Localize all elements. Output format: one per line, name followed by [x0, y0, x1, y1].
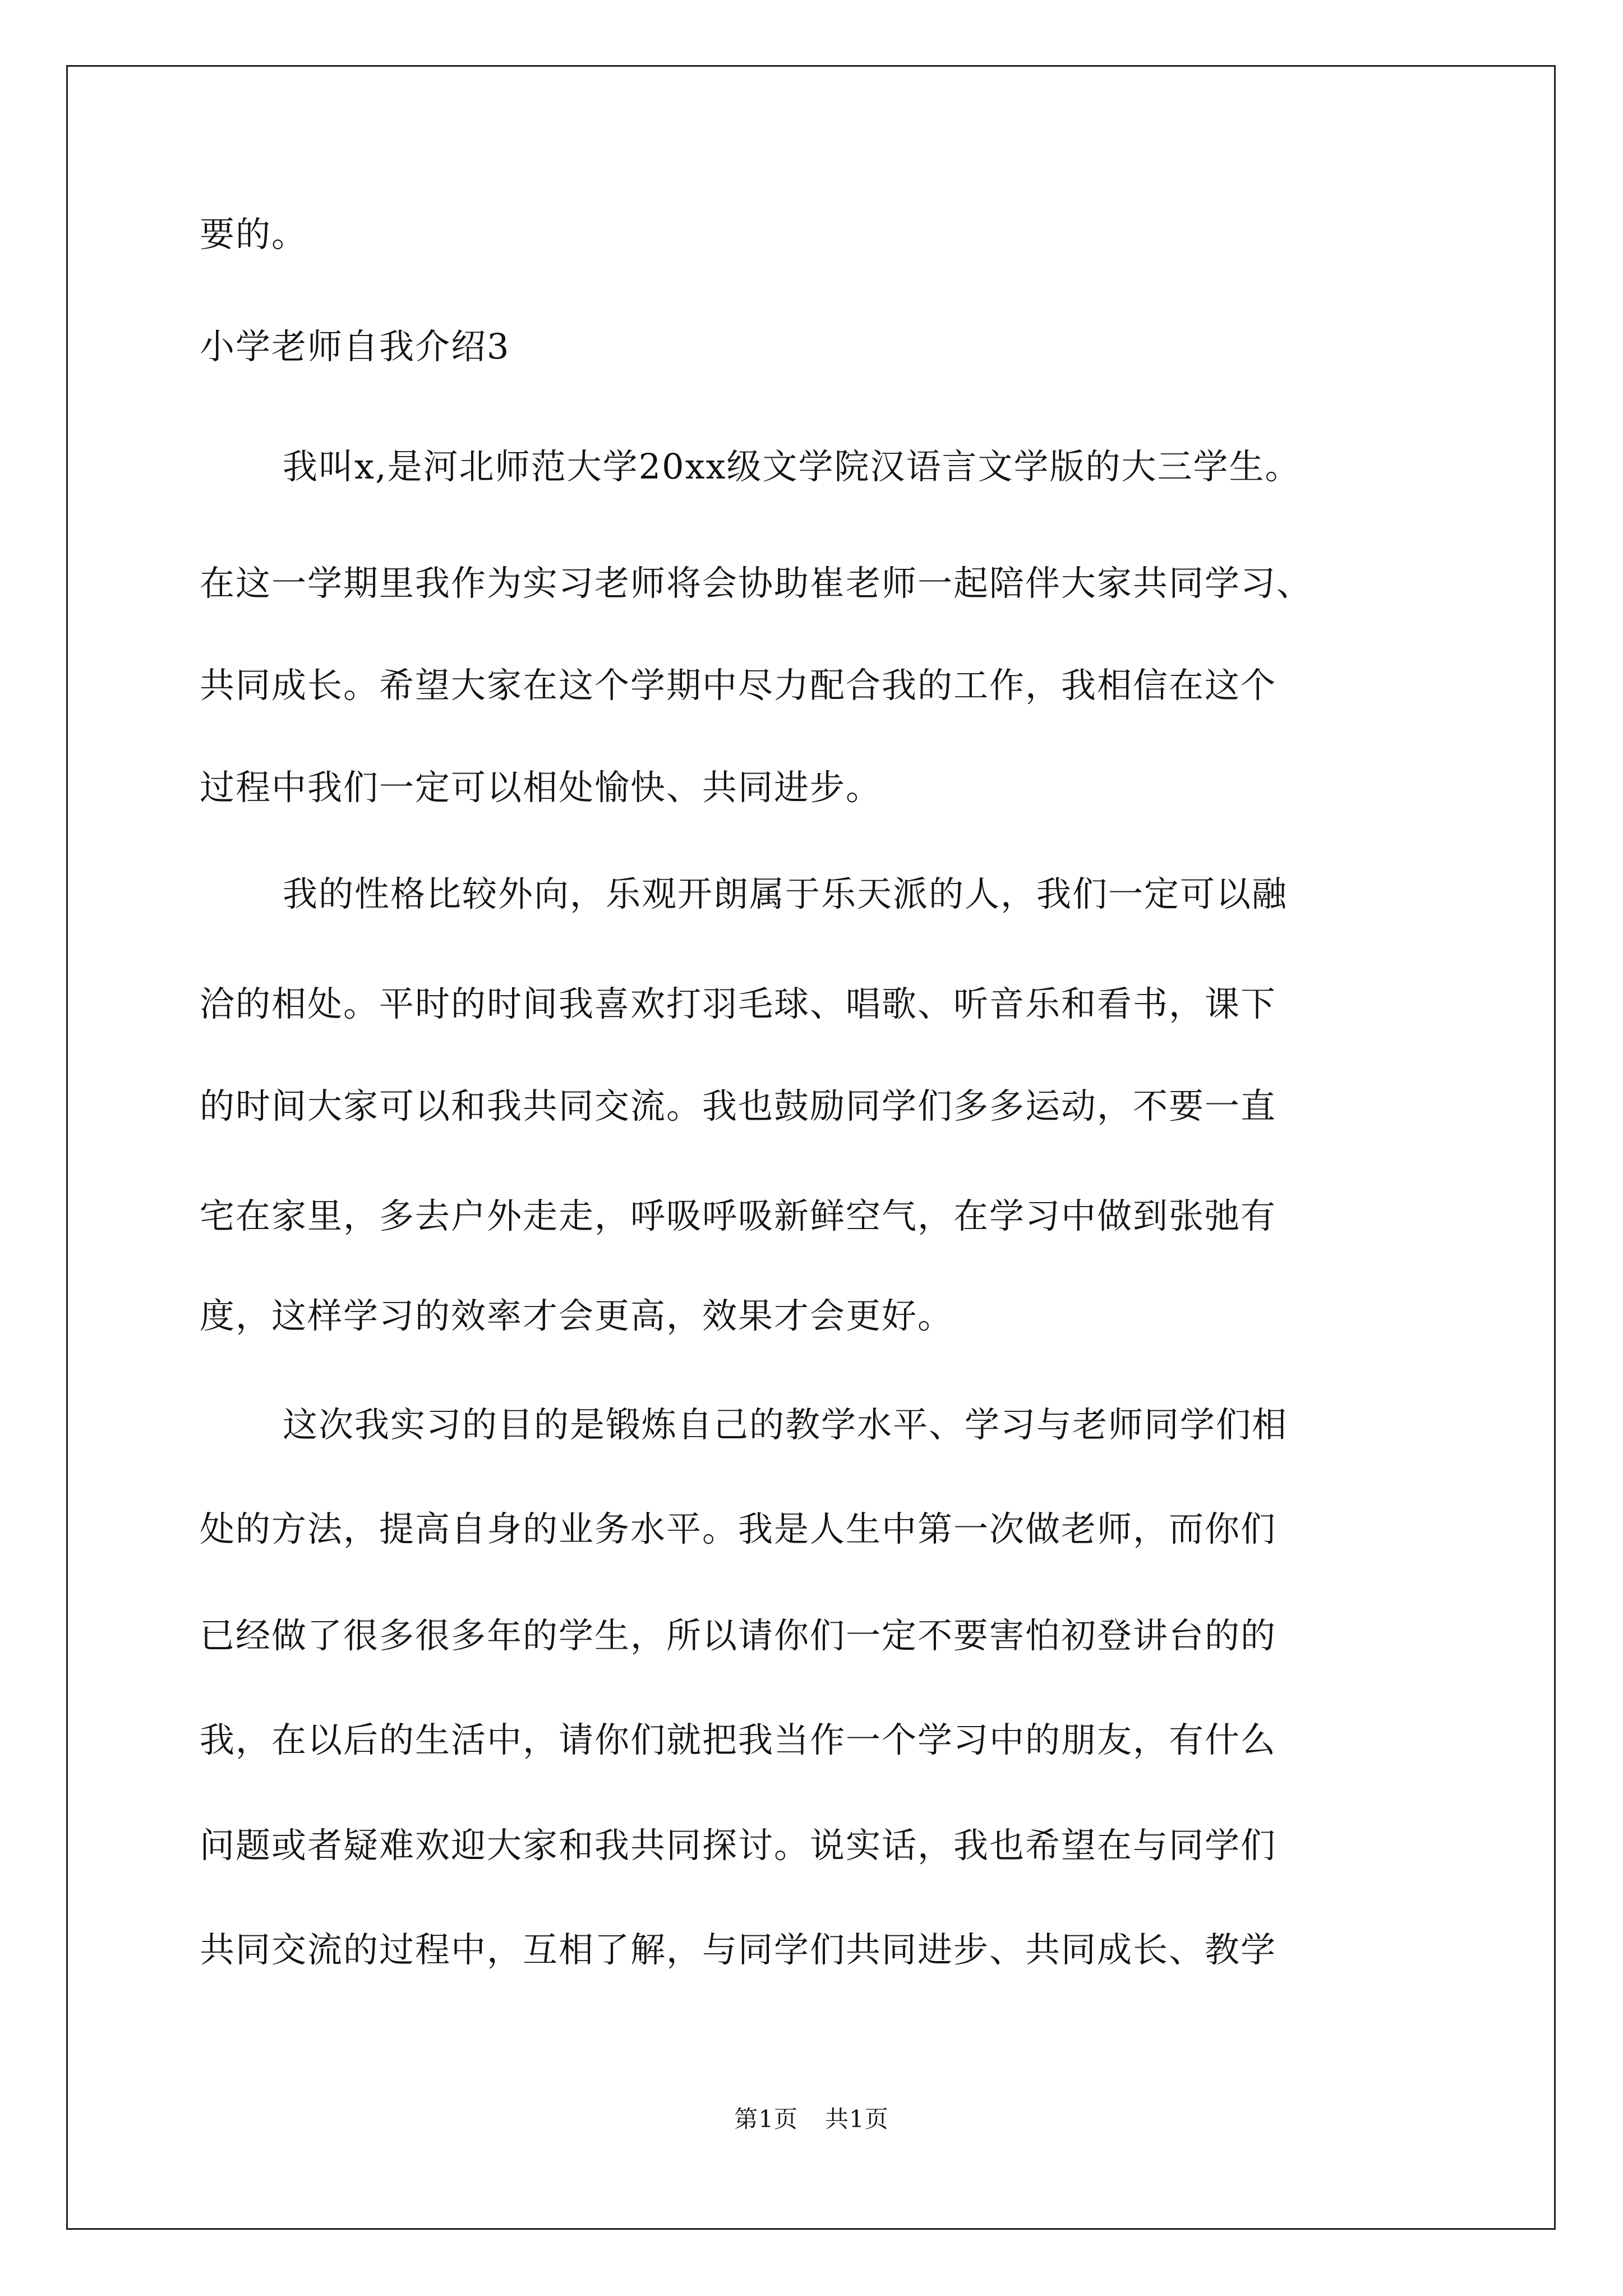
text-line: 的时间大家可以和我共同交流。我也鼓励同学们多多运动，不要一直	[200, 1085, 1277, 1126]
text-line: 处的方法，提高自身的业务水平。我是人生中第一次做老师，而你们	[200, 1508, 1277, 1549]
text-line: 已经做了很多很多年的学生，所以请你们一定不要害怕初登讲台的的	[200, 1615, 1277, 1656]
text-line: 度，这样学习的效率才会更高，效果才会更好。	[200, 1295, 954, 1336]
text-line: 洽的相处。平时的时间我喜欢打羽毛球、唱歌、听音乐和看书，课下	[200, 983, 1277, 1024]
text-line: 要的。	[200, 214, 308, 255]
text-line: 我，在以后的生活中，请你们就把我当作一个学习中的朋友，有什么	[200, 1719, 1277, 1760]
text-line: 宅在家里，多去户外走走，呼吸呼吸新鲜空气，在学习中做到张弛有	[200, 1195, 1277, 1236]
text-line: 共同成长。希望大家在这个学期中尽力配合我的工作，我相信在这个	[200, 665, 1277, 706]
section-heading: 小学老师自我介绍3	[200, 326, 510, 367]
page-frame	[66, 65, 1556, 2230]
text-line: 过程中我们一定可以相处愉快、共同进步。	[200, 767, 882, 808]
text-line: 这次我实习的目的是锻炼自己的教学水平、学习与老师同学们相	[283, 1404, 1288, 1445]
page-footer	[0, 2105, 1623, 2134]
text-line: 我的性格比较外向，乐观开朗属于乐天派的人，我们一定可以融	[283, 873, 1288, 914]
text-line: 共同交流的过程中，互相了解，与同学们共同进步、共同成长、教学	[200, 1929, 1277, 1970]
text-line: 问题或者疑难欢迎大家和我共同探讨。说实话，我也希望在与同学们	[200, 1825, 1277, 1866]
text-line: 我叫x,是河北师范大学20xx级文学院汉语言文学版的大三学生。	[283, 446, 1301, 487]
text-line: 在这一学期里我作为实习老师将会协助崔老师一起陪伴大家共同学习、	[200, 563, 1313, 604]
page-number: 第1页	[734, 2105, 798, 2133]
page-count: 共1页	[825, 2105, 889, 2133]
